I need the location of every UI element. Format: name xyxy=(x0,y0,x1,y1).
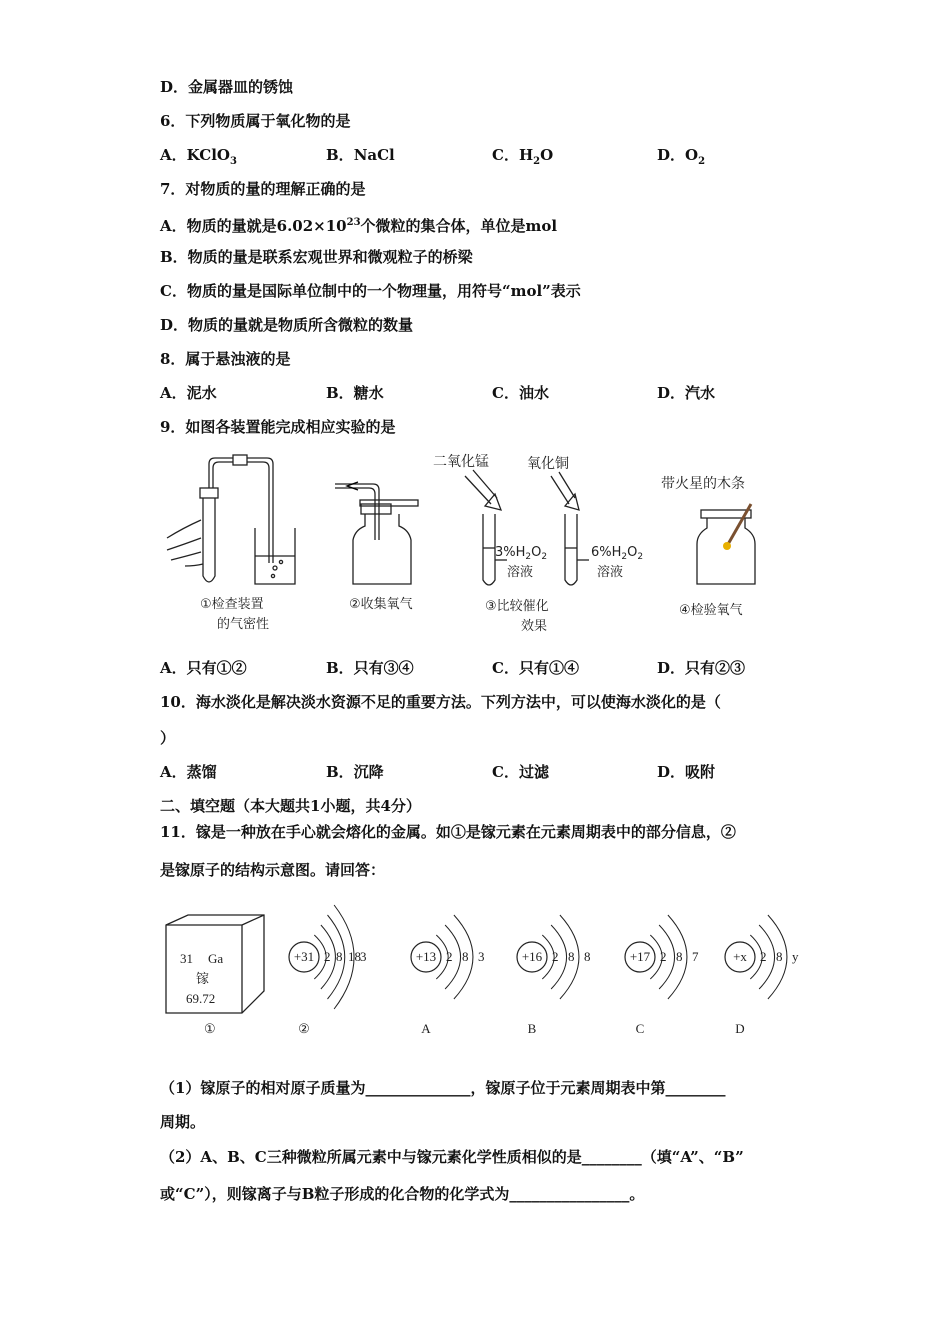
nucleus-charge: +13 xyxy=(415,949,437,964)
cell-atomic-number: 31 xyxy=(180,951,193,966)
cap1-line1: ①检查装置 xyxy=(200,597,264,612)
q10-option-d: D．吸附 xyxy=(657,763,716,781)
q9-stem: 9．如图各装置能完成相应实验的是 xyxy=(160,418,396,436)
shell-electron-count: 8 xyxy=(676,949,683,964)
cap3-line1: ③比较催化 xyxy=(485,599,549,614)
atom-label: A xyxy=(421,1021,431,1036)
q10-option-c: C．过滤 xyxy=(492,763,549,781)
shell-electron-count: 8 xyxy=(462,949,469,964)
q11-stem-line1: 11．镓是一种放在手心就会熔化的金属。如①是镓元素在元素周期表中的部分信息，② xyxy=(160,823,736,841)
nucleus-charge: +16 xyxy=(521,949,543,964)
atom-diagram-4 xyxy=(625,915,699,1036)
q8-option-c: C．油水 xyxy=(492,384,549,402)
sol3-label: $3\%H_2O_2$ xyxy=(495,545,548,562)
shell-electron-count: 2 xyxy=(552,949,559,964)
q11-sub1-line1: （1）镓原子的相对原子质量为______________，镓原子位于元素周期表中第________ xyxy=(160,1079,726,1097)
shell-electron-count: 8 xyxy=(336,949,343,964)
shell-electron-count: 2 xyxy=(760,949,767,964)
q6-option-b: B．NaCl xyxy=(326,146,395,164)
atom-diagram-1 xyxy=(289,905,367,1036)
cell-label: ① xyxy=(204,1021,216,1036)
q8-option-a: A．泥水 xyxy=(160,384,217,402)
cap2: ②收集氧气 xyxy=(349,597,413,612)
sol6-solution: 溶液 xyxy=(597,565,624,580)
q10-option-a: A．蒸馏 xyxy=(160,763,217,781)
q11-sub2-line1: （2）A、B、C三种微粒所属元素中与镓元素化学性质相似的是________（填“A”、“B” xyxy=(160,1148,744,1166)
cell-name: 镓 xyxy=(196,971,210,986)
nucleus-charge: +31 xyxy=(293,949,315,964)
q9-option-c: C．只有①④ xyxy=(492,659,579,677)
q6-stem: 6．下列物质属于氧化物的是 xyxy=(160,112,351,130)
q6-option-a: A．KClO$_3$ xyxy=(160,146,237,167)
shell-electron-count: 8 xyxy=(776,949,783,964)
q11-sub1-line2: 周期。 xyxy=(160,1113,206,1131)
glowing-splint-icon xyxy=(723,542,731,550)
q11-atom-figure xyxy=(158,893,828,1043)
q7-stem: 7．对物质的量的理解正确的是 xyxy=(160,180,366,198)
atom-diagram-3 xyxy=(517,915,591,1036)
shell-electron-count: 2 xyxy=(324,949,331,964)
cap3-line2: 效果 xyxy=(521,619,548,634)
shell-electron-count: 3 xyxy=(478,949,485,964)
q9-option-b: B．只有③④ xyxy=(326,659,414,677)
shell-electron-count: 18 xyxy=(348,949,361,964)
shell-electron-count: 8 xyxy=(584,949,591,964)
shell-electron-count: 3 xyxy=(360,949,367,964)
atom-diagram-5 xyxy=(725,915,799,1036)
splint-label: 带火星的木条 xyxy=(661,476,745,492)
q6-option-c: C．$H_2O$ xyxy=(492,146,554,167)
shell-electron-count: 2 xyxy=(446,949,453,964)
q5-option-d: D．金属器皿的锈蚀 xyxy=(160,78,294,96)
atom-label: B xyxy=(527,1021,537,1036)
atom-label: D xyxy=(735,1021,745,1036)
sol3-solution: 溶液 xyxy=(507,565,534,580)
q9-apparatus-figure xyxy=(155,448,795,640)
q6-option-d: D．$O_2$ xyxy=(657,146,706,167)
shell-electron-count: y xyxy=(792,949,799,964)
q9-option-d: D．只有②③ xyxy=(657,659,746,677)
sol6-label: $6\%H_2O_2$ xyxy=(591,545,644,562)
atom-label: ② xyxy=(298,1021,310,1036)
q7-option-c: C．物质的量是国际单位制中的一个物理量，用符号“mol”表示 xyxy=(160,282,581,300)
q8-option-d: D．汽水 xyxy=(657,384,716,402)
section-2-title: 二、填空题（本大题共1小题，共4分） xyxy=(160,797,421,815)
airtight-check-apparatus xyxy=(167,455,295,584)
cap1-line2: 的气密性 xyxy=(217,617,270,632)
q7-option-a: A．物质的量就是$6.02\times 10^{23}$个微粒的集合体，单位是mol xyxy=(160,217,558,235)
shell-electron-count: 7 xyxy=(692,949,699,964)
q8-option-b: B．糖水 xyxy=(326,384,384,402)
q8-stem: 8．属于悬浊液的是 xyxy=(160,350,291,368)
q11-stem-line2: 是镓原子的结构示意图。请回答： xyxy=(160,861,386,879)
q7-option-b: B．物质的量是联系宏观世界和微观粒子的桥梁 xyxy=(160,248,473,266)
cell-symbol: Ga xyxy=(208,951,224,966)
q10-option-b: B．沉降 xyxy=(326,763,384,781)
q10-stem-line2: ） xyxy=(160,729,176,747)
cap4: ④检验氧气 xyxy=(679,603,743,618)
nucleus-charge: +17 xyxy=(629,949,651,964)
periodic-cell xyxy=(166,915,264,1036)
q7-option-d: D．物质的量就是物质所含微粒的数量 xyxy=(160,316,414,334)
gas-collection-apparatus xyxy=(335,482,418,584)
q10-stem-line1: 10．海水淡化是解决淡水资源不足的重要方法。下列方法中，可以使海水淡化的是（ xyxy=(160,693,721,711)
cuo-label: 氧化铜 xyxy=(527,456,569,472)
shell-electron-count: 8 xyxy=(568,949,575,964)
atom-label: C xyxy=(635,1021,645,1036)
atom-diagram-2 xyxy=(411,915,485,1036)
q9-option-a: A．只有①② xyxy=(160,659,247,677)
nucleus-charge: +x xyxy=(733,949,747,964)
shell-electron-count: 2 xyxy=(660,949,667,964)
mno2-label: 二氧化锰 xyxy=(433,454,489,470)
q11-sub2-line2: 或“C”），则镓离子与B粒子形成的化合物的化学式为________________。 xyxy=(160,1185,645,1203)
cell-mass: 69.72 xyxy=(186,991,216,1006)
